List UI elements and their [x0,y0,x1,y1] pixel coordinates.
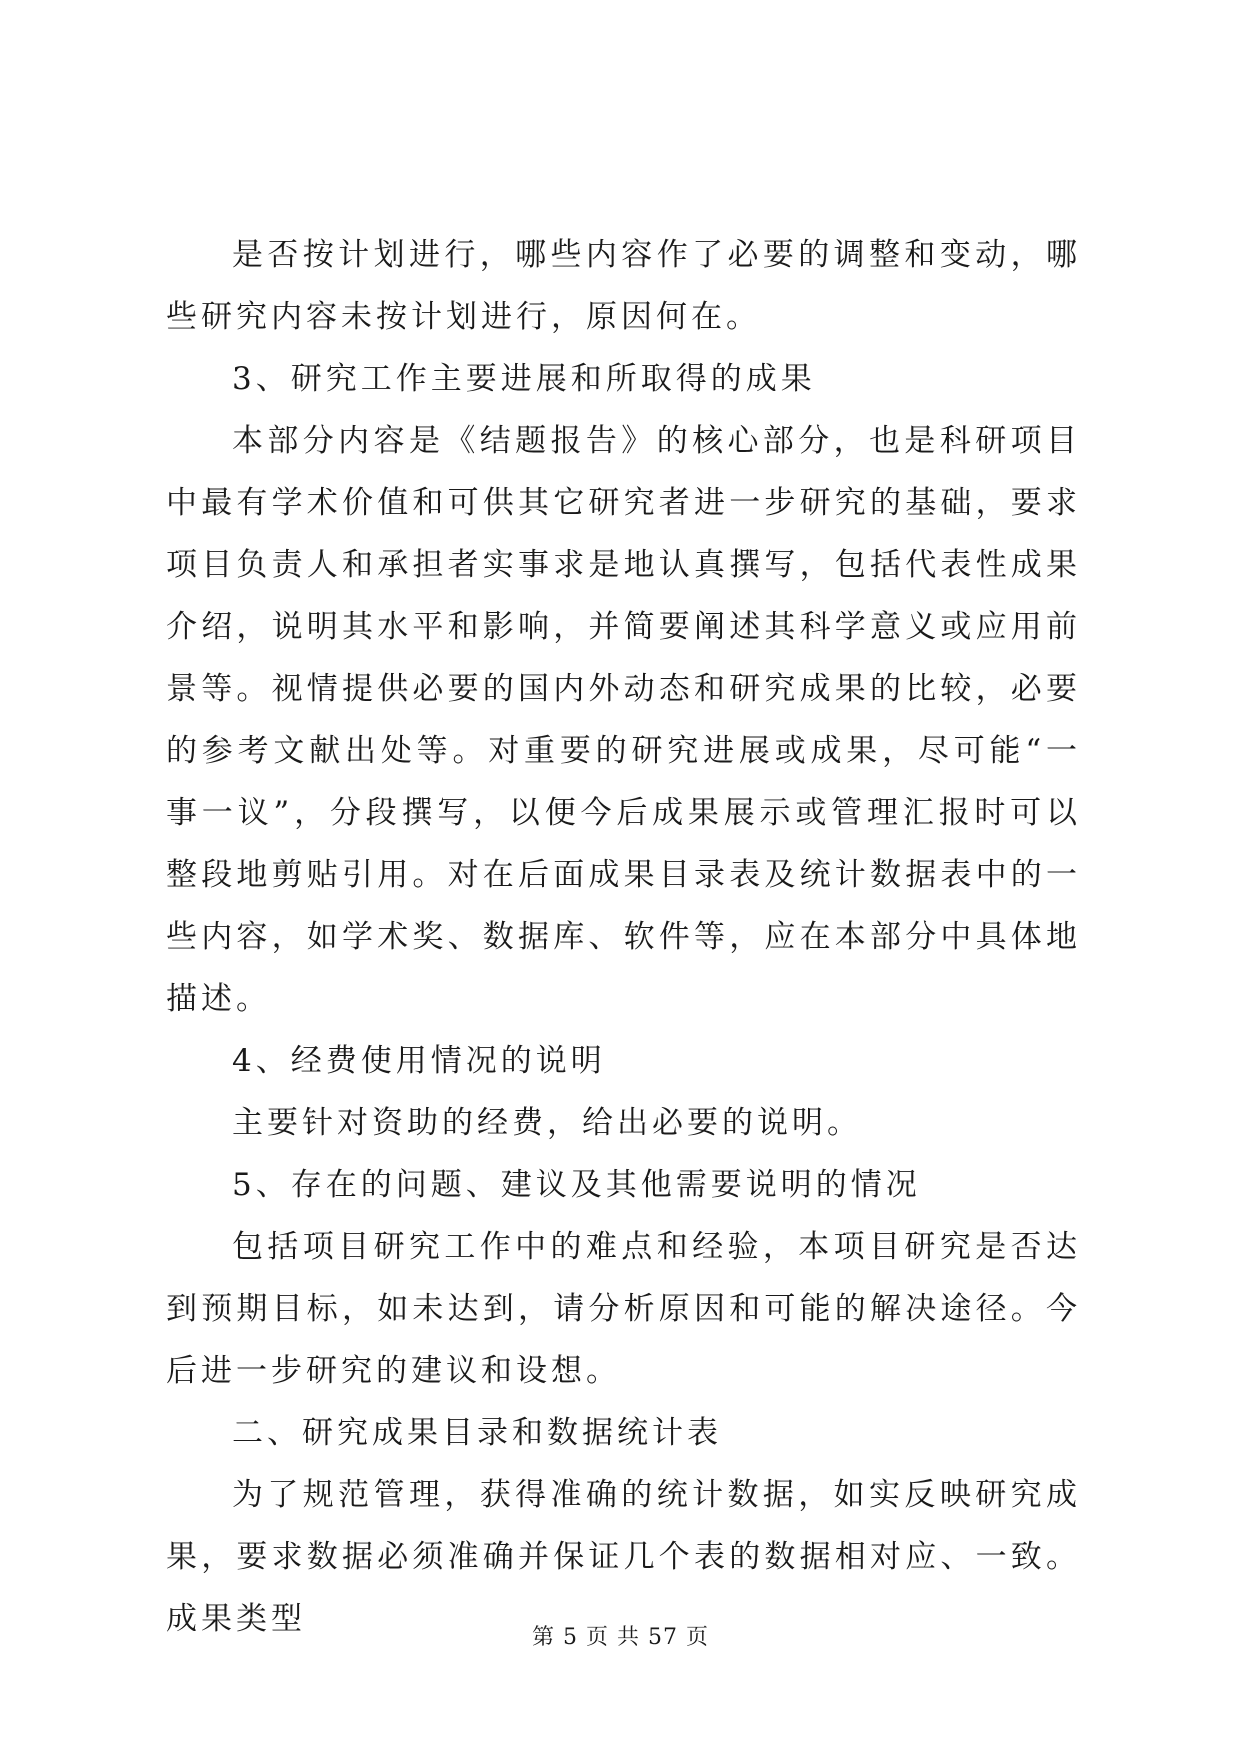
heading-research-progress: 3、研究工作主要进展和所取得的成果 [232,361,816,397]
paragraph-core-section: 本部分内容是《结题报告》的核心部分，也是科研项目中最有学术价值和可供其它研究者进一步研究的基础，要求项目负责人和承担者实事求是地认真撰写，包括代表性成果介绍，说明其水平和影响，并简要阐述其科学意义或应用前景等。视情提供必要的国内外动态和研究成果的比较，必要的参考文献出处等。对重要的研究进展或成果，尽可能“一事一议”，分段撰写，以便今后成果展示或管理汇报时可以整段地剪贴引用。对在后面成果目录表及统计数据表中的一些内容，如学术奖、数据库、软件等，应在本部分中具体地描述。 [166,423,1081,1017]
page-number-footer: 第 5 页 共 57 页 [532,1625,709,1650]
heading-problems-suggestions: 5、存在的问题、建议及其他需要说明的情况 [232,1167,921,1203]
heading-results-catalog: 二、研究成果目录和数据统计表 [232,1415,722,1451]
document-body [166,224,1081,1650]
paragraph-difficulties: 包括项目研究工作中的难点和经验，本项目研究是否达到预期目标，如未达到，请分析原因和可能的解决途径。今后进一步研究的建议和设想。 [166,1229,1081,1389]
heading-funding-usage: 4、经费使用情况的说明 [232,1043,606,1079]
paragraph-plan-status: 是否按计划进行，哪些内容作了必要的调整和变动，哪些研究内容未按计划进行，原因何在。 [166,237,1081,335]
paragraph-data-requirements: 为了规范管理，获得准确的统计数据，如实反映研究成果，要求数据必须准确并保证几个表的数据相对应、一致。成果类型 [166,1477,1081,1637]
paragraph-funding-note: 主要针对资助的经费，给出必要的说明。 [232,1105,862,1141]
